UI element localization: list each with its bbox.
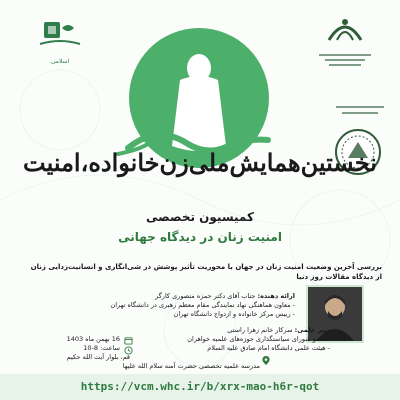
calendar-icon [124,336,133,345]
presenter-block [105,292,295,319]
presenter-name: جناب آقای دکتر حمزه منصوری کارگر [155,292,256,300]
link-bar [0,374,400,400]
location-pin-icon [262,356,270,365]
presenter-role-1: - معاون هماهنگی نهاد نمایندگی مقام معظم رهبری در دانشگاه تهران [110,301,295,309]
presenter-heading [105,292,295,301]
venue [30,353,260,371]
event-time: ساعت: 8-10 [83,344,120,352]
venue-line-1: قم، بلوار آیت الله حکیم [66,353,130,361]
presenter-label: ارائه دهنده: [257,292,295,300]
right-logo2-lettering [330,104,390,123]
description: بررسی آخرین وضعیت امنیت زنان در جهان با محوریت تأثیر پوشش در شی‌انگاری و انسانیت‌زدایی زنان از دیدگاه مقالات روز دنیا [30,263,382,281]
right-logo-lettering [315,52,375,68]
commission-subtitle: امنیت زنان در دیدگاه جهانی [118,230,282,244]
main-title: نخستین‌همایش‌ملی‌زن‌خانواده،امنیت [23,148,377,177]
right-logo-text [310,52,380,71]
event-time-row [40,344,120,353]
left-logo-text: اسلامی [50,58,70,65]
left-logo [30,18,90,65]
right-logo [310,12,380,74]
presenter-role-2: - رییس مرکز خانواده و ازدواج دانشگاه تهران [173,310,295,318]
secretary-heading [160,326,330,335]
right-logo-emblem [323,12,367,48]
left-logo-emblem [30,18,90,56]
secretary-label: دبیر علمی: [294,326,330,334]
event-date-row [40,335,120,344]
commission-title: کمیسیون تخصصی [146,210,254,224]
secretary-block [160,326,330,353]
secretary-role-2: - هیئت علمی دانشگاه امام صادق علیه السلام [207,344,330,352]
meeting-link[interactable]: https://vcm.whc.ir/b/xrx-mao-h6r-qot [80,380,320,393]
secretary-role-1: - عضو شورای سیاستگذاری حوزه‌های علمیه خواهران [187,335,330,343]
event-info [40,335,120,353]
secretary-name: سرکار خانم زهرا راستی [227,326,293,334]
venue-line-2: مدرسه علمیه تخصصی حضرت آمنه سلام الله علیها [122,362,260,370]
event-date: 16 بهمن ماه 1403 [66,335,120,343]
